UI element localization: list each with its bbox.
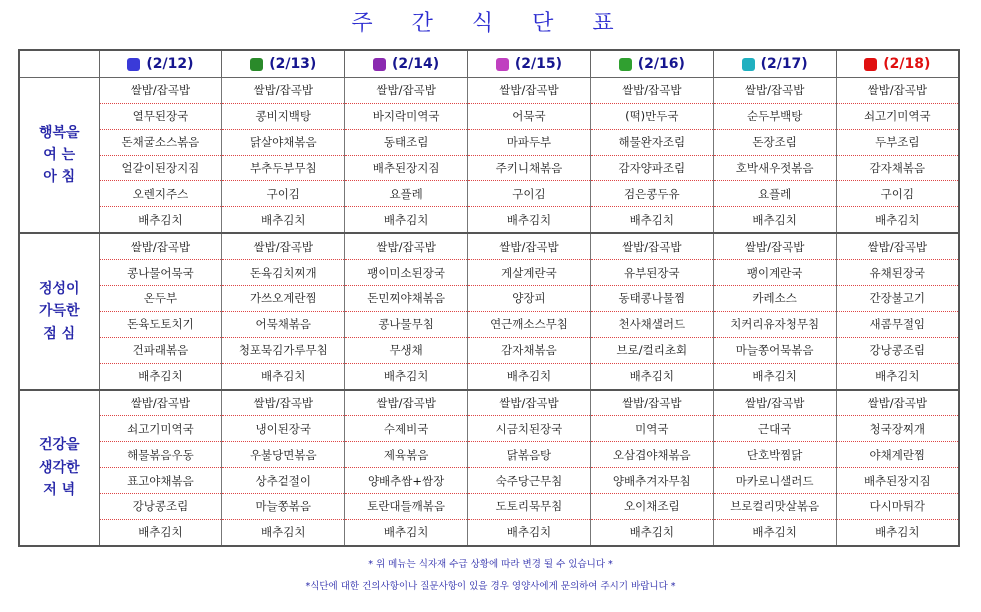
menu-item: 강낭콩조림 xyxy=(836,337,959,363)
menu-item: 마카로니샐러드 xyxy=(713,468,836,494)
meal-label-line: 건강을 xyxy=(38,437,80,454)
meal-label-line: 가득한 xyxy=(38,303,80,320)
meal-label-line: 점 심 xyxy=(43,325,76,342)
menu-row xyxy=(19,286,959,312)
menu-item: 구이김 xyxy=(468,181,591,207)
menu-item: 요플레 xyxy=(345,181,468,207)
menu-item: 돈장조림 xyxy=(713,129,836,155)
menu-item: 쌀밥/잡곡밥 xyxy=(99,78,222,104)
smiley-icon xyxy=(250,58,263,71)
menu-item: 쌀밥/잡곡밥 xyxy=(590,78,713,104)
menu-item: 제육볶음 xyxy=(345,442,468,468)
menu-item: 유부된장국 xyxy=(590,260,713,286)
menu-item: 단호박찜닭 xyxy=(713,442,836,468)
menu-item: 쌀밥/잡곡밥 xyxy=(713,390,836,416)
menu-item: 쌀밥/잡곡밥 xyxy=(713,78,836,104)
menu-item: 배추김치 xyxy=(222,519,345,546)
menu-item: 어묵채볶음 xyxy=(222,311,345,337)
menu-item: 우불당면볶음 xyxy=(222,442,345,468)
page-title: 주 간 식 단 표 xyxy=(351,11,630,36)
menu-item: 배추김치 xyxy=(713,207,836,233)
day-date: (2/15) xyxy=(514,56,563,72)
day-header xyxy=(222,50,345,78)
header-row xyxy=(19,50,959,78)
menu-item: 천사채샐러드 xyxy=(590,311,713,337)
menu-item: 숙주당근무침 xyxy=(468,468,591,494)
menu-item: 마늘쫑어묵볶음 xyxy=(713,337,836,363)
menu-item: 구이김 xyxy=(836,181,959,207)
meal-label xyxy=(19,233,99,389)
menu-item: 쌀밥/잡곡밥 xyxy=(99,390,222,416)
menu-item: 청포묵김가루무침 xyxy=(222,337,345,363)
menu-item: 순두부백탕 xyxy=(713,103,836,129)
menu-item: 쌀밥/잡곡밥 xyxy=(222,233,345,259)
menu-item: 배추김치 xyxy=(590,363,713,389)
menu-item: 호박새우젓볶음 xyxy=(713,155,836,181)
menu-item: 팽이미소된장국 xyxy=(345,260,468,286)
menu-item: 돈육도토치기 xyxy=(99,311,222,337)
menu-item: 카레소스 xyxy=(713,286,836,312)
menu-item: 쌀밥/잡곡밥 xyxy=(345,78,468,104)
menu-item: 청국장찌개 xyxy=(836,416,959,442)
menu-item: 배추김치 xyxy=(468,207,591,233)
menu-item: 배추김치 xyxy=(345,519,468,546)
day-date: (2/17) xyxy=(760,56,808,72)
day-date: (2/16) xyxy=(637,56,685,72)
menu-item: 토란대들깨볶음 xyxy=(345,494,468,520)
menu-item: 감자채볶음 xyxy=(468,337,591,363)
menu-item: 온두부 xyxy=(99,286,222,312)
menu-item: 마늘쫑볶음 xyxy=(222,494,345,520)
menu-item: 열무된장국 xyxy=(99,103,222,129)
meal-label-line: 정성이 xyxy=(38,280,80,297)
menu-item: 치커리유자청무침 xyxy=(713,311,836,337)
menu-item: 바지락미역국 xyxy=(345,103,468,129)
menu-item: 양배추겨자무침 xyxy=(590,468,713,494)
menu-item: 연근깨소스무침 xyxy=(468,311,591,337)
menu-item: 양장피 xyxy=(468,286,591,312)
menu-item: 배추된장지짐 xyxy=(345,155,468,181)
menu-item: 배추김치 xyxy=(468,363,591,389)
menu-item: 닭살야채볶음 xyxy=(222,129,345,155)
weekly-menu-table xyxy=(18,49,960,547)
meal-label-line: 여 는 xyxy=(43,146,76,163)
menu-item: 동태조림 xyxy=(345,129,468,155)
menu-item: 수제비국 xyxy=(345,416,468,442)
menu-item: 해물완자조림 xyxy=(590,129,713,155)
menu-item: 배추김치 xyxy=(222,207,345,233)
menu-item: 배추김치 xyxy=(836,207,959,233)
menu-item: 배추김치 xyxy=(713,519,836,546)
note-menu-change: * 위 메뉴는 식자재 수급 상황에 따라 변경 될 수 있습니다 * xyxy=(368,559,613,570)
day-header xyxy=(713,50,836,78)
smiley-icon xyxy=(742,58,755,71)
menu-item: 배추김치 xyxy=(836,363,959,389)
menu-item: 돈민찌야채볶음 xyxy=(345,286,468,312)
menu-row xyxy=(19,494,959,520)
menu-item: 쌀밥/잡곡밥 xyxy=(468,390,591,416)
meal-label-line: 행복을 xyxy=(38,124,80,141)
menu-item: 쌀밥/잡곡밥 xyxy=(345,390,468,416)
menu-item: 쌀밥/잡곡밥 xyxy=(836,233,959,259)
menu-item: 브로컬리맛살볶음 xyxy=(713,494,836,520)
menu-item: 쌀밥/잡곡밥 xyxy=(468,78,591,104)
day-header xyxy=(345,50,468,78)
menu-item: 유채된장국 xyxy=(836,260,959,286)
menu-item: 구이김 xyxy=(222,181,345,207)
day-date: (2/14) xyxy=(392,56,440,72)
menu-row xyxy=(19,155,959,181)
menu-item: 주키니채볶음 xyxy=(468,155,591,181)
menu-item: 쌀밥/잡곡밥 xyxy=(99,233,222,259)
menu-item: 요플레 xyxy=(713,181,836,207)
menu-item: 오이채조림 xyxy=(590,494,713,520)
menu-row xyxy=(19,337,959,363)
menu-row xyxy=(19,363,959,389)
menu-item: 부추두부무침 xyxy=(222,155,345,181)
menu-row xyxy=(19,519,959,546)
menu-item: 배추김치 xyxy=(590,519,713,546)
menu-item: 냉이된장국 xyxy=(222,416,345,442)
menu-row xyxy=(19,78,959,104)
menu-item: 쌀밥/잡곡밥 xyxy=(345,233,468,259)
smiley-icon xyxy=(864,58,877,71)
meal-label-line: 생각한 xyxy=(38,459,80,476)
menu-item: 쌀밥/잡곡밥 xyxy=(836,78,959,104)
meal-label xyxy=(19,390,99,547)
menu-item: 표고야채볶음 xyxy=(99,468,222,494)
menu-item: 콩비지백탕 xyxy=(222,103,345,129)
menu-item: 도토리묵무침 xyxy=(468,494,591,520)
menu-row xyxy=(19,416,959,442)
meal-label-line: 저 녁 xyxy=(43,481,76,498)
menu-item: 야채계란찜 xyxy=(836,442,959,468)
menu-item: 시금치된장국 xyxy=(468,416,591,442)
menu-item: 배추김치 xyxy=(345,363,468,389)
menu-item: 쌀밥/잡곡밥 xyxy=(836,390,959,416)
menu-item: 배추된장지짐 xyxy=(836,468,959,494)
menu-item: 검은콩두유 xyxy=(590,181,713,207)
menu-item: 쌀밥/잡곡밥 xyxy=(590,390,713,416)
meal-label-line: 아 침 xyxy=(43,169,76,186)
menu-row xyxy=(19,260,959,286)
menu-row xyxy=(19,442,959,468)
menu-row xyxy=(19,390,959,416)
menu-item: 쌀밥/잡곡밥 xyxy=(222,390,345,416)
menu-item: 무생채 xyxy=(345,337,468,363)
menu-item: 닭볶음탕 xyxy=(468,442,591,468)
meal-label xyxy=(19,78,99,234)
menu-item: 배추김치 xyxy=(99,363,222,389)
menu-row xyxy=(19,233,959,259)
menu-item: 콩나물무침 xyxy=(345,311,468,337)
menu-item: 게살계란국 xyxy=(468,260,591,286)
menu-item: 해물볶음우동 xyxy=(99,442,222,468)
note-contact-dietitian: *식단에 대한 건의사항이나 질문사항이 있을 경우 영양사에게 문의하여 주시기 바랍니다 * xyxy=(305,581,676,592)
menu-item: 배추김치 xyxy=(99,207,222,233)
menu-item: 돈채굴소스볶음 xyxy=(99,129,222,155)
menu-item: 강낭콩조림 xyxy=(99,494,222,520)
menu-item: 배추김치 xyxy=(713,363,836,389)
menu-item: 콩나물어묵국 xyxy=(99,260,222,286)
menu-item: 팽이계란국 xyxy=(713,260,836,286)
menu-item: 미역국 xyxy=(590,416,713,442)
smiley-icon xyxy=(127,58,140,71)
menu-item: 가쓰오계란찜 xyxy=(222,286,345,312)
menu-item: 쌀밥/잡곡밥 xyxy=(222,78,345,104)
menu-item: 양배추쌈+쌈장 xyxy=(345,468,468,494)
menu-item: 다시마튀각 xyxy=(836,494,959,520)
menu-row xyxy=(19,468,959,494)
day-date: (2/13) xyxy=(269,56,317,72)
menu-item: 쌀밥/잡곡밥 xyxy=(468,233,591,259)
day-date: (2/18) xyxy=(883,56,931,72)
menu-item: 배추김치 xyxy=(345,207,468,233)
menu-item: 돈육김치찌개 xyxy=(222,260,345,286)
menu-item: 쌀밥/잡곡밥 xyxy=(713,233,836,259)
smiley-icon xyxy=(373,58,386,71)
menu-item: (떡)만두국 xyxy=(590,103,713,129)
corner-cell xyxy=(19,50,99,78)
menu-item: 배추김치 xyxy=(836,519,959,546)
menu-item: 배추김치 xyxy=(468,519,591,546)
menu-row xyxy=(19,181,959,207)
menu-row xyxy=(19,103,959,129)
menu-item: 배추김치 xyxy=(222,363,345,389)
menu-item: 쇠고기미역국 xyxy=(836,103,959,129)
menu-item: 감자채볶음 xyxy=(836,155,959,181)
day-date: (2/12) xyxy=(146,56,194,72)
day-header xyxy=(590,50,713,78)
menu-item: 새콤무절임 xyxy=(836,311,959,337)
day-header xyxy=(99,50,222,78)
menu-item: 배추김치 xyxy=(590,207,713,233)
menu-item: 얼갈이된장지짐 xyxy=(99,155,222,181)
menu-item: 동태콩나물찜 xyxy=(590,286,713,312)
menu-item: 두부조림 xyxy=(836,129,959,155)
day-header xyxy=(468,50,591,78)
menu-item: 건파래볶음 xyxy=(99,337,222,363)
menu-item: 브로/컬리초회 xyxy=(590,337,713,363)
menu-item: 어묵국 xyxy=(468,103,591,129)
menu-item: 쇠고기미역국 xyxy=(99,416,222,442)
smiley-icon xyxy=(496,58,509,71)
menu-item: 감자양파조림 xyxy=(590,155,713,181)
menu-row xyxy=(19,207,959,233)
menu-item: 오삼겹야채볶음 xyxy=(590,442,713,468)
menu-item: 오렌지주스 xyxy=(99,181,222,207)
menu-item: 상추겉절이 xyxy=(222,468,345,494)
menu-item: 마파두부 xyxy=(468,129,591,155)
day-header xyxy=(836,50,959,78)
menu-item: 쌀밥/잡곡밥 xyxy=(590,233,713,259)
menu-row xyxy=(19,129,959,155)
menu-body xyxy=(19,78,959,547)
menu-row xyxy=(19,311,959,337)
menu-item: 근대국 xyxy=(713,416,836,442)
menu-item: 배추김치 xyxy=(99,519,222,546)
smiley-icon xyxy=(619,58,632,71)
menu-item: 간장불고기 xyxy=(836,286,959,312)
